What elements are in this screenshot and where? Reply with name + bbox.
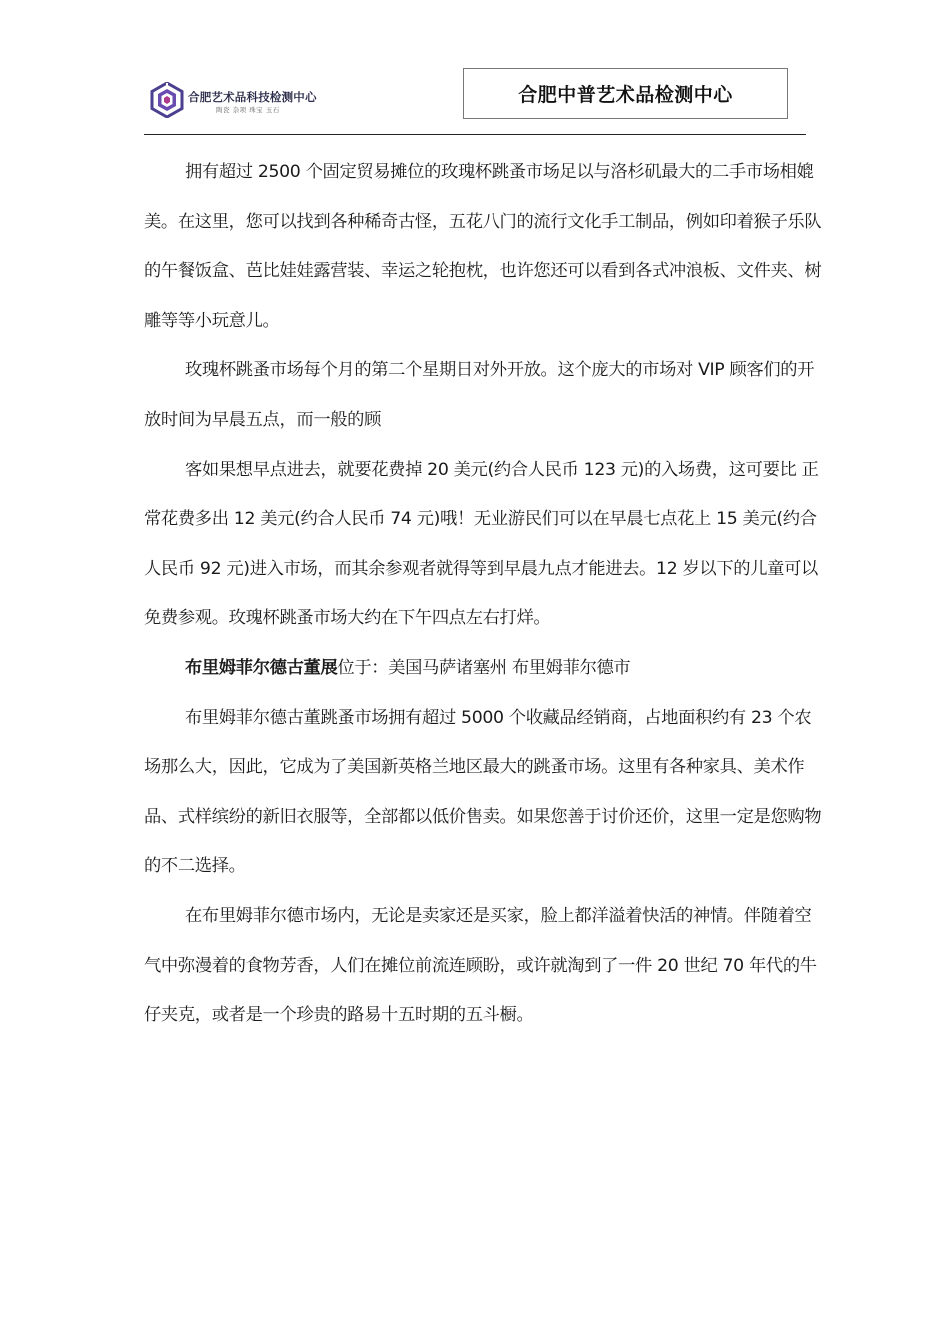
paragraph-section-heading [144,644,822,694]
hexagon-logo-icon [150,82,184,118]
paragraph: 客如果想早点进去，就要花费掉 20 美元(约合人民币 123 元)的入场费，这可要比 正常花费多出 12 美元(约合人民币 74 元)哦！无业游民们可以在早晨七点花上 15 美元(约合人民币 92 元)进入市场，而其余参观者就得等到早晨九点才能进去。12 岁以下的儿童可以免费参观。玫瑰杯跳蚤市场大约在下午四点左右打烊。 [144,459,819,629]
company-logo [150,82,350,122]
paragraph: 布里姆菲尔德古董跳蚤市场拥有超过 5000 个收藏品经销商，占地面积约有 23 个农场那么大，因此，它成为了美国新英格兰地区最大的跳蚤市场。这里有各种家具、美术作品、式样缤纷的新旧衣服等，全部都以低价售卖。如果您善于讨价还价，这里一定是您购物的不二选择。 [144,707,822,877]
logo-subtitle: 陶瓷 杂项 珠宝 玉石 [216,106,280,114]
page-header [144,68,806,135]
section-heading-location: 位于：美国马萨诸塞州 布里姆菲尔德市 [337,657,631,678]
paragraph: 玫瑰杯跳蚤市场每个月的第二个星期日对外开放。这个庞大的市场对 VIP 顾客们的开放时间为早晨五点，而一般的顾 [144,360,815,430]
logo-company-name: 合肥艺术品科技检测中心 [188,90,317,104]
document-body [144,148,822,1041]
header-title-box: 合肥中普艺术品检测中心 [463,68,788,119]
paragraph: 在布里姆菲尔德市场内，无论是卖家还是买家，脸上都洋溢着快活的神情。伴随着空气中弥漫着的食物芳香，人们在摊位前流连顾盼，或许就淘到了一件 20 世纪 70 年代的牛仔夹克，或者是一个珍贵的路易十五时期的五斗橱。 [144,905,817,1026]
section-heading-bold: 布里姆菲尔德古董展 [185,657,338,678]
paragraph: 拥有超过 2500 个固定贸易摊位的玫瑰杯跳蚤市场足以与洛杉矶最大的二手市场相媲美。在这里，您可以找到各种稀奇古怪，五花八门的流行文化手工制品，例如印着猴子乐队的午餐饭盒、芭比娃娃露营装、幸运之轮抱枕，也许您还可以看到各式冲浪板、文件夹、树雕等等小玩意儿。 [144,162,822,331]
